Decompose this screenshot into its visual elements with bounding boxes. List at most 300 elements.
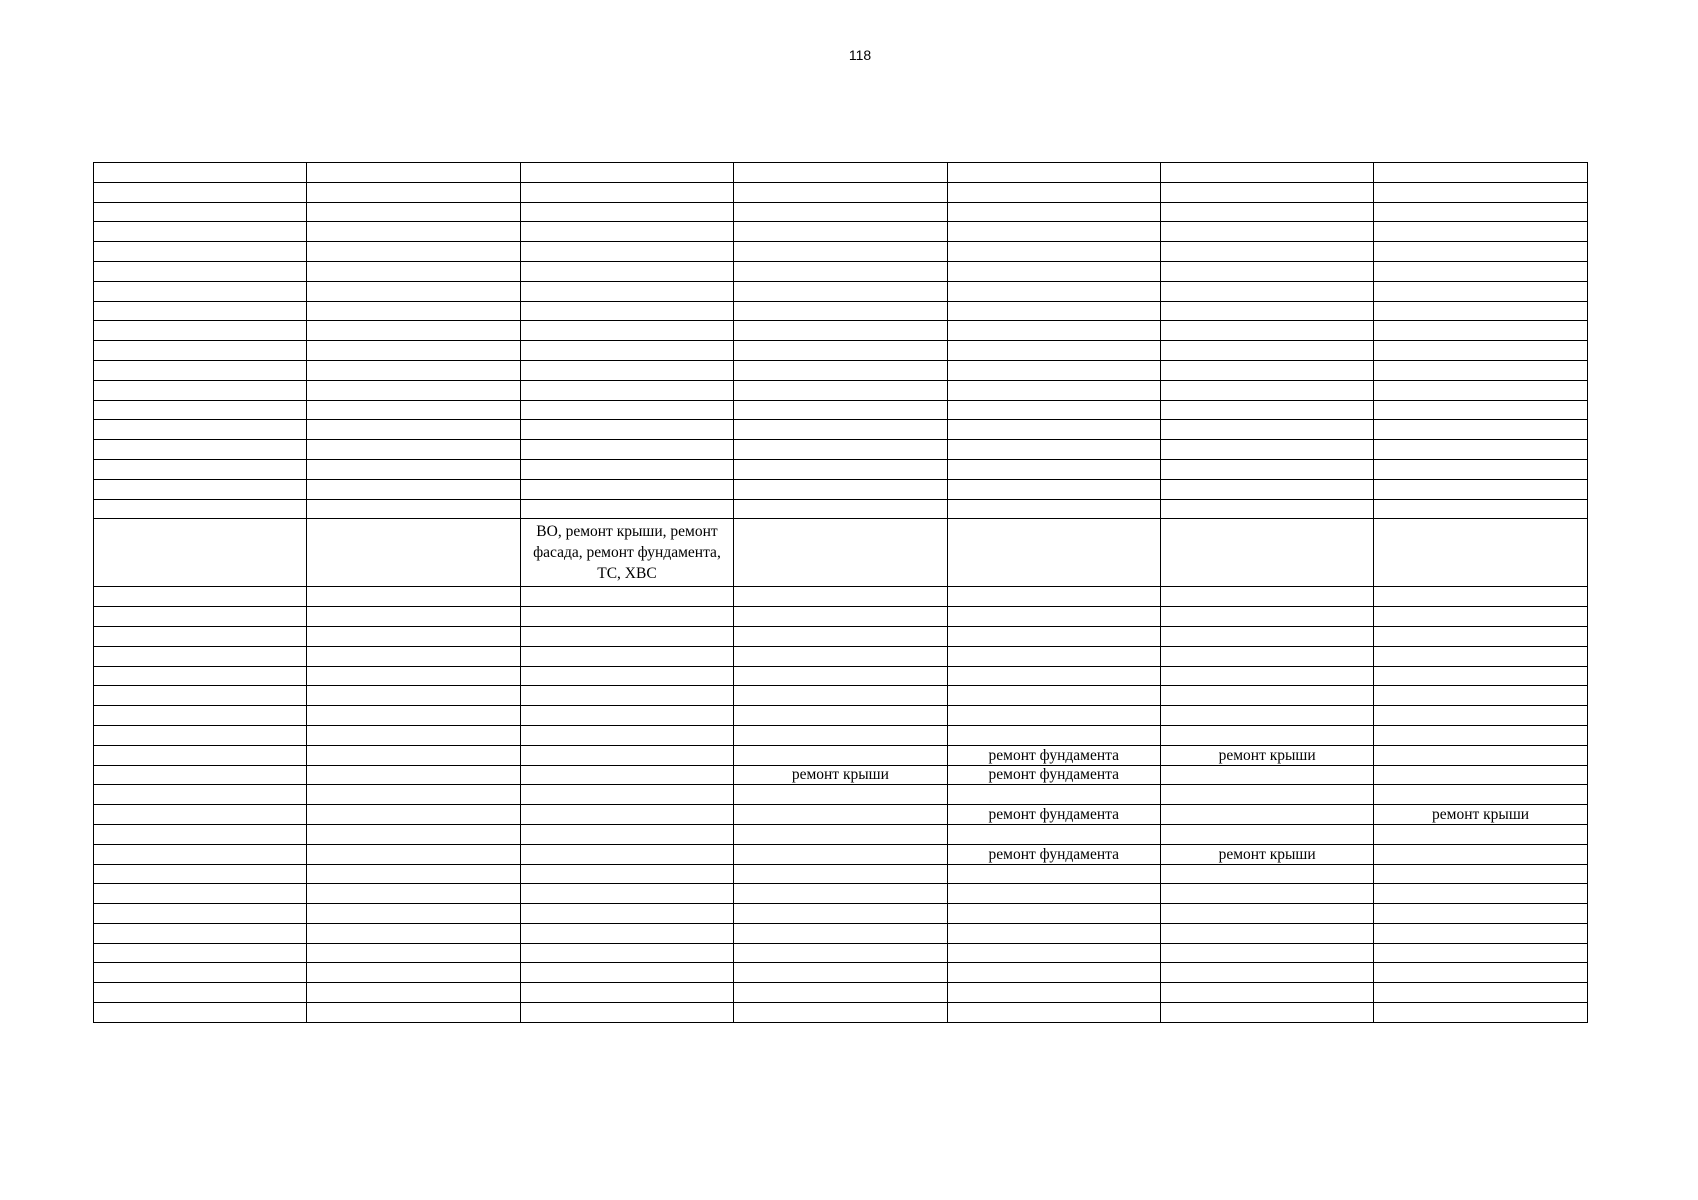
table-cell [94, 1003, 307, 1023]
table-cell [307, 765, 520, 785]
table-cell [307, 281, 520, 301]
table-cell [94, 626, 307, 646]
table-cell [307, 459, 520, 479]
table-cell [520, 884, 733, 904]
table-cell [1160, 380, 1373, 400]
table-cell [734, 321, 947, 341]
table-cell [947, 963, 1160, 983]
table-cell [94, 666, 307, 686]
table-cell [94, 805, 307, 825]
table-cell [94, 824, 307, 844]
table-cell [94, 923, 307, 943]
table-cell [94, 440, 307, 460]
table-cell [1374, 706, 1587, 726]
table-cell [1160, 725, 1373, 745]
table-cell [307, 400, 520, 420]
table-cell [520, 222, 733, 242]
table-cell [520, 844, 733, 864]
table-cell [734, 983, 947, 1003]
table-row [94, 745, 1588, 765]
table-cell [520, 923, 733, 943]
table-cell [520, 321, 733, 341]
table-cell [307, 844, 520, 864]
table-cell [1160, 459, 1373, 479]
table-cell [1160, 242, 1373, 262]
table-cell [1374, 943, 1587, 963]
table-cell [94, 904, 307, 924]
table-cell [307, 519, 520, 587]
table-cell [307, 666, 520, 686]
table-row [94, 499, 1588, 519]
table-cell [947, 824, 1160, 844]
table-cell [1374, 864, 1587, 884]
table-cell [307, 222, 520, 242]
table-row [94, 963, 1588, 983]
table-cell [94, 479, 307, 499]
table-cell [520, 261, 733, 281]
table-cell [307, 785, 520, 805]
table-cell [520, 380, 733, 400]
table-cell [734, 824, 947, 844]
table-cell [947, 163, 1160, 183]
table-cell [520, 360, 733, 380]
table-cell [307, 163, 520, 183]
table-cell [947, 646, 1160, 666]
table-row [94, 222, 1588, 242]
table-cell [947, 261, 1160, 281]
table-cell [947, 519, 1160, 587]
table-cell [1374, 765, 1587, 785]
table-cell [947, 321, 1160, 341]
table-cell [947, 923, 1160, 943]
table-cell [94, 864, 307, 884]
table-cell [734, 242, 947, 262]
table-cell [1374, 380, 1587, 400]
table-cell [1374, 499, 1587, 519]
table-row [94, 587, 1588, 607]
table-cell [1160, 686, 1373, 706]
table-cell [947, 626, 1160, 646]
table-cell [734, 864, 947, 884]
table-cell [947, 360, 1160, 380]
table-cell [734, 341, 947, 361]
table-row [94, 1003, 1588, 1023]
table-row [94, 805, 1588, 825]
table-cell [947, 420, 1160, 440]
table-cell [307, 824, 520, 844]
table-cell [947, 943, 1160, 963]
table-cell [307, 202, 520, 222]
table-cell [1374, 607, 1587, 627]
table-cell [520, 182, 733, 202]
table-cell [520, 725, 733, 745]
table-cell [307, 963, 520, 983]
table-cell [1374, 1003, 1587, 1023]
table-cell [94, 360, 307, 380]
table-cell [734, 607, 947, 627]
table-cell [94, 222, 307, 242]
table-cell [307, 745, 520, 765]
table-cell [307, 864, 520, 884]
table-cell [1160, 983, 1373, 1003]
table-row [94, 864, 1588, 884]
table-cell [1374, 281, 1587, 301]
table-cell [307, 646, 520, 666]
table-cell [94, 301, 307, 321]
table-cell [1160, 706, 1373, 726]
table-cell [734, 163, 947, 183]
table-row [94, 785, 1588, 805]
table-cell [1374, 884, 1587, 904]
table-cell [94, 844, 307, 864]
table-cell [1374, 479, 1587, 499]
table-cell [1374, 725, 1587, 745]
table-row [94, 765, 1588, 785]
table-row [94, 824, 1588, 844]
table-cell [520, 646, 733, 666]
table-cell: ремонт фундамента [947, 765, 1160, 785]
table-cell [94, 607, 307, 627]
table-row [94, 666, 1588, 686]
table-cell [1374, 440, 1587, 460]
table-cell [94, 420, 307, 440]
table-cell [94, 963, 307, 983]
table-cell [1374, 341, 1587, 361]
table-cell [1160, 884, 1373, 904]
table-cell [94, 499, 307, 519]
table-cell [1160, 182, 1373, 202]
table-cell [734, 646, 947, 666]
table-cell [734, 884, 947, 904]
table-cell [307, 904, 520, 924]
table-cell [307, 440, 520, 460]
table-cell [1374, 904, 1587, 924]
table-row [94, 163, 1588, 183]
table-cell [947, 222, 1160, 242]
table-cell [1374, 242, 1587, 262]
table-cell [1160, 904, 1373, 924]
table-row [94, 420, 1588, 440]
table-cell [947, 301, 1160, 321]
table-row [94, 923, 1588, 943]
table-cell [520, 706, 733, 726]
table-cell [94, 745, 307, 765]
table-row [94, 281, 1588, 301]
table-cell [734, 261, 947, 281]
table-cell [94, 281, 307, 301]
table-cell: ремонт крыши [1374, 805, 1587, 825]
table-cell [94, 400, 307, 420]
table-cell [94, 163, 307, 183]
table-cell [307, 626, 520, 646]
table-cell [520, 499, 733, 519]
table-cell [520, 686, 733, 706]
table-cell [307, 943, 520, 963]
table-cell [94, 706, 307, 726]
table-cell [734, 459, 947, 479]
table-cell [307, 360, 520, 380]
table-cell [1374, 321, 1587, 341]
table-cell [734, 785, 947, 805]
table-cell [734, 420, 947, 440]
table-cell [1374, 963, 1587, 983]
table-cell [734, 519, 947, 587]
table-cell [1160, 360, 1373, 380]
table-cell [947, 202, 1160, 222]
table-cell [947, 904, 1160, 924]
table-cell [1160, 321, 1373, 341]
table-cell [734, 479, 947, 499]
table-cell [307, 301, 520, 321]
table-cell [1374, 626, 1587, 646]
table-cell: ремонт фундамента [947, 844, 1160, 864]
table-cell [94, 182, 307, 202]
table-cell [734, 706, 947, 726]
table-cell [1374, 202, 1587, 222]
table-cell [734, 440, 947, 460]
table-cell [947, 864, 1160, 884]
table-cell [307, 706, 520, 726]
table-cell [947, 706, 1160, 726]
table-cell [947, 666, 1160, 686]
table-cell [947, 686, 1160, 706]
table-cell [307, 587, 520, 607]
table-cell [307, 499, 520, 519]
table-cell [520, 626, 733, 646]
table-cell [307, 341, 520, 361]
table-row [94, 301, 1588, 321]
table-cell [307, 805, 520, 825]
table-cell [734, 301, 947, 321]
table-cell [94, 341, 307, 361]
table-cell [1374, 301, 1587, 321]
table-cell [94, 943, 307, 963]
table-cell [947, 983, 1160, 1003]
table-cell [94, 884, 307, 904]
table-cell [947, 785, 1160, 805]
table-row [94, 686, 1588, 706]
table-row [94, 440, 1588, 460]
table-cell [1374, 844, 1587, 864]
table-cell [520, 963, 733, 983]
table-cell [734, 626, 947, 646]
table-cell [734, 360, 947, 380]
table-cell [520, 765, 733, 785]
table-cell: ремонт крыши [1160, 745, 1373, 765]
table-cell [1374, 646, 1587, 666]
table-cell [734, 400, 947, 420]
table-row [94, 321, 1588, 341]
table-cell [520, 587, 733, 607]
table-cell [1160, 499, 1373, 519]
page-number: 118 [848, 47, 872, 63]
table-cell [520, 824, 733, 844]
table-cell [520, 400, 733, 420]
table-cell [947, 884, 1160, 904]
table-row [94, 182, 1588, 202]
table-cell [947, 400, 1160, 420]
table-cell [1374, 163, 1587, 183]
table-cell [734, 805, 947, 825]
table-row [94, 261, 1588, 281]
table-cell [307, 725, 520, 745]
table-cell [734, 745, 947, 765]
table-cell [734, 725, 947, 745]
table-cell [1374, 587, 1587, 607]
table-cell [1160, 420, 1373, 440]
table-cell [307, 923, 520, 943]
table-cell [1160, 163, 1373, 183]
table-cell [94, 321, 307, 341]
table-cell [307, 607, 520, 627]
table-cell [94, 202, 307, 222]
table-row [94, 380, 1588, 400]
table-cell [734, 686, 947, 706]
table-cell [520, 440, 733, 460]
table-cell [520, 163, 733, 183]
table-row [94, 400, 1588, 420]
table-cell: ремонт фундамента [947, 805, 1160, 825]
table-cell [1374, 785, 1587, 805]
table-cell [520, 1003, 733, 1023]
table-row [94, 607, 1588, 627]
table-cell [947, 281, 1160, 301]
table-cell [947, 725, 1160, 745]
table-cell [1160, 519, 1373, 587]
table-cell [520, 864, 733, 884]
table-cell [307, 479, 520, 499]
table-row [94, 479, 1588, 499]
table-cell [1160, 440, 1373, 460]
table-cell [307, 686, 520, 706]
table-cell [1160, 943, 1373, 963]
table-cell [1374, 182, 1587, 202]
table-cell [947, 499, 1160, 519]
table-cell [520, 479, 733, 499]
table-cell [734, 943, 947, 963]
table-cell [734, 963, 947, 983]
table-cell [1374, 745, 1587, 765]
table-cell [734, 222, 947, 242]
table-cell [307, 1003, 520, 1023]
table-cell [947, 380, 1160, 400]
table-cell [1374, 519, 1587, 587]
table-cell [307, 884, 520, 904]
table-cell [307, 242, 520, 262]
table-cell [1160, 587, 1373, 607]
table-cell [734, 499, 947, 519]
table-cell [1374, 923, 1587, 943]
table-row [94, 459, 1588, 479]
table-cell [1374, 983, 1587, 1003]
table-row [94, 242, 1588, 262]
table-cell [947, 341, 1160, 361]
table-cell [1160, 281, 1373, 301]
table-cell [520, 666, 733, 686]
table-cell [94, 519, 307, 587]
table-cell [520, 420, 733, 440]
table-cell [94, 459, 307, 479]
table-cell [520, 745, 733, 765]
table-cell [94, 686, 307, 706]
table-cell: ВО, ремонт крыши, ремонт фасада, ремонт фундамента, ТС, ХВС [520, 519, 733, 587]
table-cell [94, 380, 307, 400]
table-cell [520, 202, 733, 222]
table-cell [947, 479, 1160, 499]
table-cell [734, 380, 947, 400]
table-row [94, 943, 1588, 963]
table-cell [307, 321, 520, 341]
table-cell [734, 844, 947, 864]
table-cell [1160, 765, 1373, 785]
table-cell [1160, 607, 1373, 627]
table-cell [734, 182, 947, 202]
table-cell [734, 1003, 947, 1023]
table-cell: ремонт фундамента [947, 745, 1160, 765]
table-row [94, 706, 1588, 726]
table-cell [520, 607, 733, 627]
table-cell [734, 904, 947, 924]
table-cell [94, 646, 307, 666]
table-row [94, 341, 1588, 361]
table-cell [1160, 785, 1373, 805]
table-cell [1374, 222, 1587, 242]
table-row [94, 360, 1588, 380]
table-cell: ремонт крыши [734, 765, 947, 785]
table-cell [520, 785, 733, 805]
table-cell [307, 261, 520, 281]
table-cell [520, 242, 733, 262]
table-cell [94, 261, 307, 281]
table-cell [1160, 202, 1373, 222]
table-cell [1160, 666, 1373, 686]
table-row [94, 884, 1588, 904]
table-row [94, 646, 1588, 666]
table-cell [520, 281, 733, 301]
table-cell [1160, 479, 1373, 499]
table-cell [1160, 626, 1373, 646]
table-cell [307, 182, 520, 202]
table-row [94, 519, 1588, 587]
table-cell [734, 202, 947, 222]
table-cell [94, 983, 307, 1003]
table-cell [947, 440, 1160, 460]
table-cell [1374, 360, 1587, 380]
table-cell [1160, 301, 1373, 321]
table-cell [1160, 341, 1373, 361]
table-row [94, 844, 1588, 864]
table-cell [734, 281, 947, 301]
table-row [94, 202, 1588, 222]
table-cell [520, 943, 733, 963]
table-cell [1160, 400, 1373, 420]
table-row [94, 725, 1588, 745]
table-cell [307, 380, 520, 400]
table-cell [947, 587, 1160, 607]
table-cell [1160, 923, 1373, 943]
table-cell [1374, 420, 1587, 440]
table-cell [1374, 459, 1587, 479]
table-cell [1374, 666, 1587, 686]
table-row [94, 904, 1588, 924]
table-cell [94, 587, 307, 607]
table-cell [94, 725, 307, 745]
table-cell [307, 983, 520, 1003]
table-cell [947, 607, 1160, 627]
table-cell [1374, 686, 1587, 706]
table-cell [1160, 805, 1373, 825]
table-row [94, 626, 1588, 646]
